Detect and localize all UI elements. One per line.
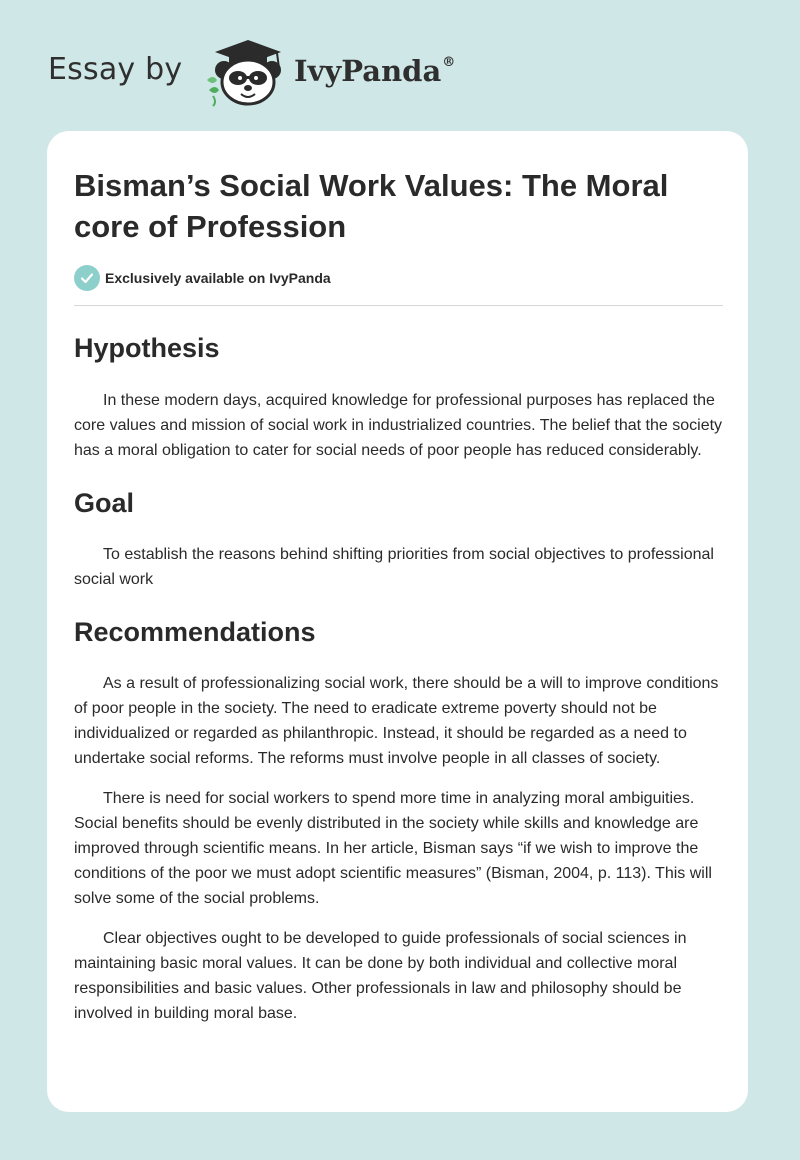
paragraph: Clear objectives ought to be developed to guide professionals of social sciences in maintaining basic moral values. It can be done by both individual and collective moral responsibilities and basic values. Other professionals in law and philosophy should be involved in building moral base.	[74, 930, 687, 1022]
section-heading-hypothesis: Hypothesis	[74, 333, 220, 363]
exclusive-label: Exclusively available on IvyPanda	[105, 270, 331, 286]
check-icon	[74, 265, 100, 291]
brand-name-text: IvyPanda	[294, 54, 442, 88]
article-title: Bisman’s Social Work Values: The Moral core of Profession	[74, 168, 669, 244]
panda-logo-icon[interactable]	[203, 36, 293, 108]
paragraph: There is need for social workers to spend more time in analyzing moral ambiguities. Social benefits should be evenly distributed in the society while skills and knowledge are improved through scientific means. In her article, Bisman says “if we wish to improve the conditions of the poor we must adopt scientific measures” (Bisman, 2004, p. 113). This will solve some of the social problems.	[74, 790, 712, 907]
paragraph: To establish the reasons behind shifting priorities from social objectives to professional social work	[74, 546, 714, 588]
section-heading-recommendations: Recommendations	[74, 617, 316, 647]
registered-mark: ®	[442, 55, 456, 71]
article-card	[47, 131, 748, 1112]
paragraph: As a result of professionalizing social work, there should be a will to improve conditions of poor people in the society. The need to eradicate extreme poverty should not be individualized or regarded as philanthropic. Instead, it should be regarded as a need to undertake social reforms. The reforms must involve people in all classes of society.	[74, 675, 719, 767]
brand-name[interactable]	[294, 54, 455, 88]
section-heading-goal: Goal	[74, 488, 135, 518]
title-divider	[74, 305, 723, 306]
paragraph: In these modern days, acquired knowledge for professional purposes has replaced the core values and mission of social work in industrialized countries. The belief that the society has a moral obligation to cater for social needs of poor people has reduced considerably.	[74, 392, 723, 459]
site-header	[48, 36, 508, 108]
article-content	[74, 131, 724, 1026]
exclusive-badge	[74, 265, 724, 291]
essay-by-label: Essay by	[48, 52, 183, 87]
